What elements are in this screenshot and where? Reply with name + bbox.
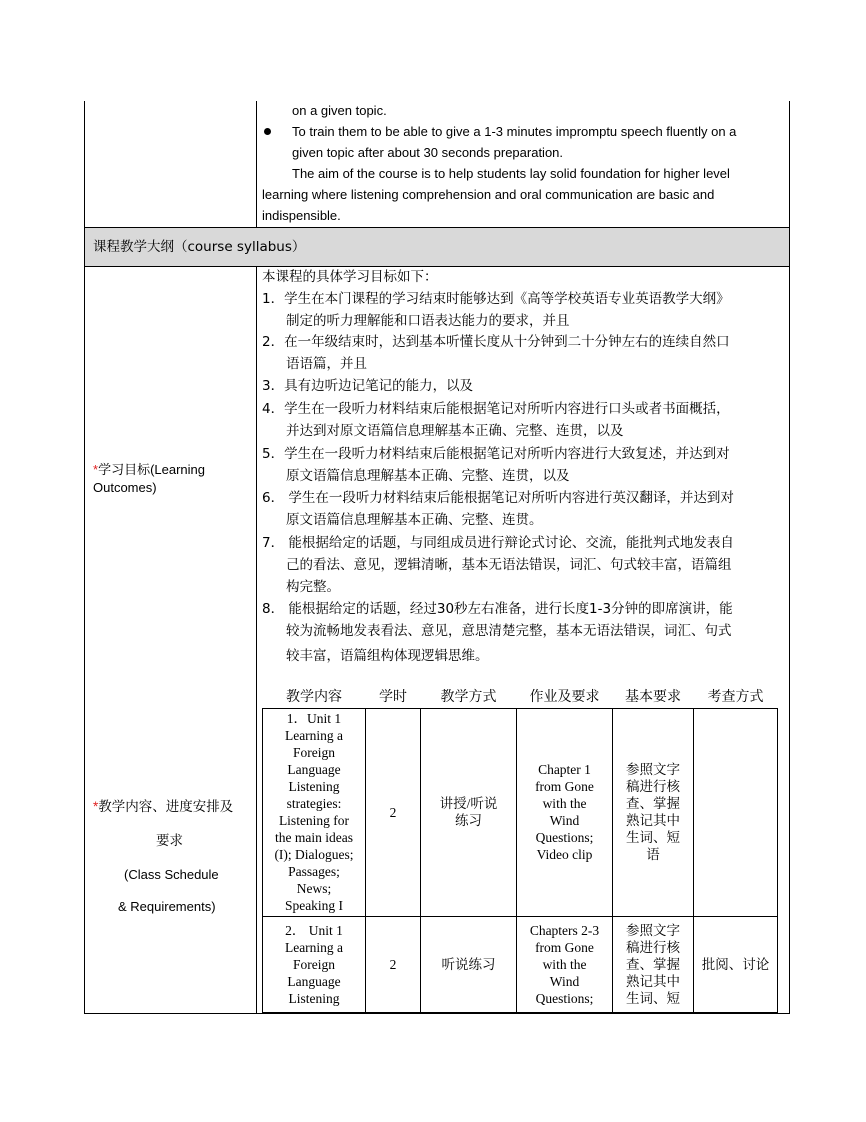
outcome-item: 4．学生在一段听力材料结束后能根据笔记对所听内容进行口头或者书面概括， bbox=[262, 401, 730, 417]
outcome-item: 5．学生在一段听力材料结束后能根据笔记对所听内容进行大致复述，并达到对 bbox=[262, 446, 730, 462]
table-bottom-border bbox=[84, 1013, 790, 1014]
cell-assessment bbox=[694, 708, 778, 916]
outcomes-intro: 本课程的具体学习目标如下： bbox=[262, 269, 438, 285]
table-row bbox=[263, 708, 778, 916]
outcome-item: 较为流畅地发表看法、意见，意思清楚完整，基本无语法错误，词汇、句式 bbox=[286, 623, 732, 639]
outcome-item: 8． 能根据给定的话题，经过30秒左右准备，进行长度1-3分钟的即席演讲，能 bbox=[262, 601, 733, 617]
objective-line: on a given topic. bbox=[292, 103, 387, 118]
table-header-row bbox=[263, 688, 778, 708]
header-method: 教学方式 bbox=[421, 688, 517, 708]
cell-method: 听说练习 bbox=[421, 916, 517, 1012]
schedule-label: *教学内容、进度安排及 bbox=[93, 799, 234, 814]
learning-outcomes-label: *学习目标(Learning bbox=[93, 462, 205, 477]
cell-assessment: 批阅、讨论 bbox=[694, 916, 778, 1012]
cell-hours: 2 bbox=[366, 916, 421, 1012]
cell-homework: Chapters 2-3 from Gone with the Wind Questions; bbox=[517, 916, 613, 1012]
column-divider-bottom bbox=[256, 266, 257, 1014]
cell-hours: 2 bbox=[366, 708, 421, 916]
cell-homework: Chapter 1 from Gone with the Wind Questions; Video clip bbox=[517, 708, 613, 916]
outcome-item: 原文语篇信息理解基本正确、完整、连贯。 bbox=[286, 512, 543, 528]
outcome-item: 构完整。 bbox=[286, 579, 340, 595]
objective-line: To train them to be able to give a 1-3 minutes impromptu speech fluently on a bbox=[292, 124, 737, 139]
outcome-item: 并达到对原文语篇信息理解基本正确、完整、连贯，以及 bbox=[286, 423, 624, 439]
outcome-item: 制定的听力理解能和口语表达能力的要求，并且 bbox=[286, 313, 570, 329]
course-aim-line: indispensible. bbox=[262, 208, 341, 223]
header-hours: 学时 bbox=[366, 688, 421, 708]
outcome-item: 原文语篇信息理解基本正确、完整、连贯，以及 bbox=[286, 468, 570, 484]
header-basic: 基本要求 bbox=[613, 688, 694, 708]
header-homework: 作业及要求 bbox=[517, 688, 613, 708]
cell-basic: 参照文字 稿进行核 查、掌握 熟记其中 生词、短 bbox=[613, 916, 694, 1012]
table-row bbox=[263, 916, 778, 1012]
course-aim-line: The aim of the course is to help students lay solid foundation for higher level bbox=[292, 166, 730, 181]
schedule-label-line: (Class Schedule bbox=[124, 867, 219, 882]
schedule-label-line: & Requirements) bbox=[118, 899, 216, 914]
required-mark: * bbox=[93, 799, 99, 814]
row-divider bbox=[84, 227, 790, 228]
cell-basic: 参照文字 稿进行核 查、掌握 熟记其中 生词、短 语 bbox=[613, 708, 694, 916]
column-divider-top bbox=[256, 101, 257, 228]
header-content: 教学内容 bbox=[263, 688, 366, 708]
cell-method: 讲授/听说 练习 bbox=[421, 708, 517, 916]
section-title: 课程教学大纲（course syllabus） bbox=[93, 239, 306, 255]
header-assessment: 考查方式 bbox=[694, 688, 778, 708]
table-right-border bbox=[789, 101, 790, 1014]
required-mark: * bbox=[93, 462, 99, 477]
cell-content: 1．Unit 1 Learning a Foreign Language Listening strategies: Listening for the main ideas (I); Dialogues; Passages; News; Speaking I bbox=[263, 708, 366, 916]
bullet-icon bbox=[264, 128, 271, 135]
outcome-item: 较丰富，语篇组构体现逻辑思维。 bbox=[286, 648, 489, 664]
schedule-label-line: 要求 bbox=[156, 833, 183, 848]
outcome-item: 1．学生在本门课程的学习结束时能够达到《高等学校英语专业英语教学大纲》 bbox=[262, 291, 730, 307]
outcome-item: 语语篇，并且 bbox=[286, 356, 367, 372]
cell-content: 2． Unit 1 Learning a Foreign Language Listening bbox=[263, 916, 366, 1012]
objective-line: given topic after about 30 seconds preparation. bbox=[292, 145, 564, 160]
outcome-item: 2．在一年级结束时，达到基本听懂长度从十分钟到二十分钟左右的连续自然口 bbox=[262, 334, 730, 350]
outcome-item: 3．具有边听边记笔记的能力，以及 bbox=[262, 378, 474, 394]
course-aim-line: learning where listening comprehension and oral communication are basic and bbox=[262, 187, 715, 202]
learning-outcomes-label-en: Outcomes) bbox=[93, 480, 157, 495]
schedule-table bbox=[262, 688, 778, 1013]
outcome-item: 己的看法、意见，逻辑清晰，基本无语法错误，词汇、句式较丰富，语篇组 bbox=[286, 557, 732, 573]
outcome-item: 7． 能根据给定的话题，与同组成员进行辩论式讨论、交流，能批判式地发表自 bbox=[262, 535, 734, 551]
outcome-item: 6． 学生在一段听力材料结束后能根据笔记对所听内容进行英汉翻译，并达到对 bbox=[262, 490, 734, 506]
